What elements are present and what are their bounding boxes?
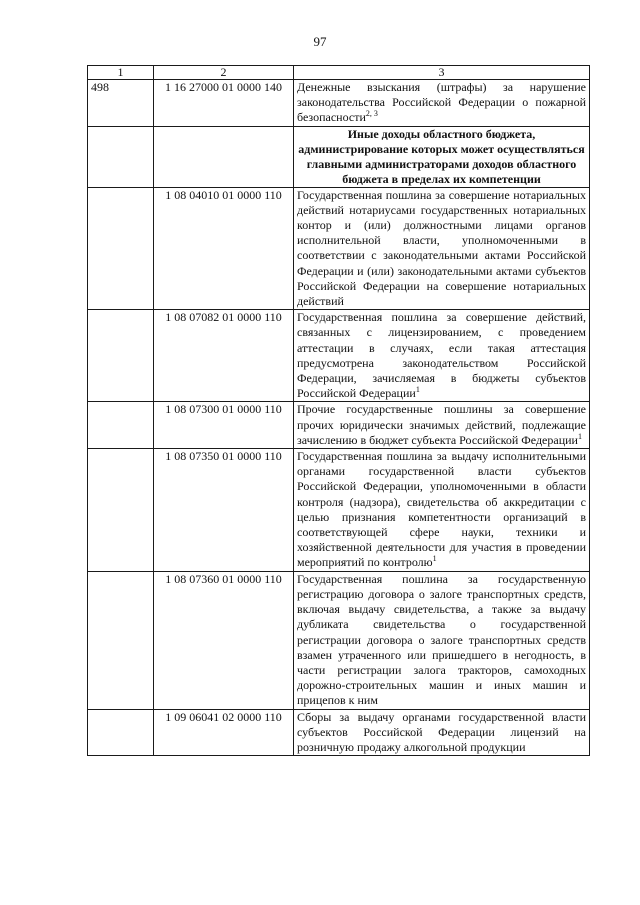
description-text: Государственная пошлина за совершение нотариальных действий нотариусами государственных нотариальных контор и (или) должностными лицами органов исполнительной власти, уполномоченными в соответствии с законодательными актами Российской Федерации и (или) законодательными актами субъектов Российской Федерации на совершение нотариальных действий: [297, 187, 586, 309]
table-row: [88, 709, 590, 756]
page-number: 97: [313, 34, 327, 49]
footnote-marker: 1: [432, 554, 437, 564]
table-row: [88, 187, 590, 310]
description-text: Государственная пошлина за выдачу исполнительными органами государственной власти субъектов Российской Федерации, уполномоченными в области контроля (надзора), свидетельства об аккредитации с целью признания компетентности организаций в соответствующей сфере науки, техники и хозяйственной деятельности для участия в проведении мероприятий по контролю: [297, 449, 586, 570]
row-number: [88, 571, 154, 709]
row-number: [88, 187, 154, 310]
section-empty-cell: [88, 126, 154, 187]
row-number: [88, 310, 154, 402]
table-row: [88, 310, 590, 402]
income-description: [294, 709, 590, 756]
table-header-row: [88, 66, 590, 80]
footnote-marker: 1: [577, 431, 582, 441]
classification-code: 1 09 06041 02 0000 110: [154, 709, 294, 756]
income-description: [294, 571, 590, 709]
row-number: [88, 709, 154, 756]
section-heading: Иные доходы областного бюджета, администрирование которых может осуществляться главными администраторами доходов областного бюджета в пределах их компетенции: [294, 126, 590, 187]
classification-code: 1 08 04010 01 0000 110: [154, 187, 294, 310]
income-description: [294, 187, 590, 310]
section-empty-cell: [154, 126, 294, 187]
classification-code: 1 08 07350 01 0000 110: [154, 449, 294, 572]
table-row: [88, 402, 590, 449]
income-description: [294, 310, 590, 402]
income-description: [294, 402, 590, 449]
classification-code: 1 16 27000 01 0000 140: [154, 80, 294, 127]
header-col-2: 2: [154, 66, 294, 80]
table-body: [88, 66, 590, 756]
income-description: [294, 449, 590, 572]
description-text: Сборы за выдачу органами государственной власти субъектов Российской Федерации лицензий на розничную продажу алкогольной продукции: [297, 709, 586, 754]
footnote-marker: 2, 3: [365, 109, 378, 119]
section-heading-row: [88, 126, 590, 187]
table-row: [88, 80, 590, 127]
row-number: [88, 449, 154, 572]
row-number: 498: [88, 80, 154, 127]
classification-code: 1 08 07082 01 0000 110: [154, 310, 294, 402]
description-text: Денежные взыскания (штрафы) за нарушение законодательства Российской Федерации о пожарной безопасности: [297, 80, 586, 125]
description-text: Прочие государственные пошлины за совершение прочих юридически значимых действий, подлежащие зачислению в бюджет субъекта Российской Федерации: [297, 402, 586, 447]
table-row: [88, 449, 590, 572]
description-text: Государственная пошлина за совершение действий, связанных с лицензированием, с проведением аттестации в случаях, если такая аттестация предусмотрена законодательством Российской Федерации, зачисляемая в бюджеты субъектов Российской Федерации: [297, 310, 586, 401]
row-number: [88, 402, 154, 449]
classification-code: 1 08 07360 01 0000 110: [154, 571, 294, 709]
classification-code: 1 08 07300 01 0000 110: [154, 402, 294, 449]
revenue-table: [87, 65, 590, 756]
table-row: [88, 571, 590, 709]
footnote-marker: 1: [415, 385, 420, 395]
header-col-1: 1: [88, 66, 154, 80]
income-description: [294, 80, 590, 127]
header-col-3: 3: [294, 66, 590, 80]
description-text: Государственная пошлина за государственную регистрацию договора о залоге транспортных средств, включая выдачу свидетельства, а также за выдачу дубликата свидетельства о государственной регистрации договора о залоге транспортных средств взамен утраченного или пришедшего в негодность, в части регистрации залога тракторов, самоходных дорожно-строительных машин и иных машин и прицепов к ним: [297, 571, 586, 708]
